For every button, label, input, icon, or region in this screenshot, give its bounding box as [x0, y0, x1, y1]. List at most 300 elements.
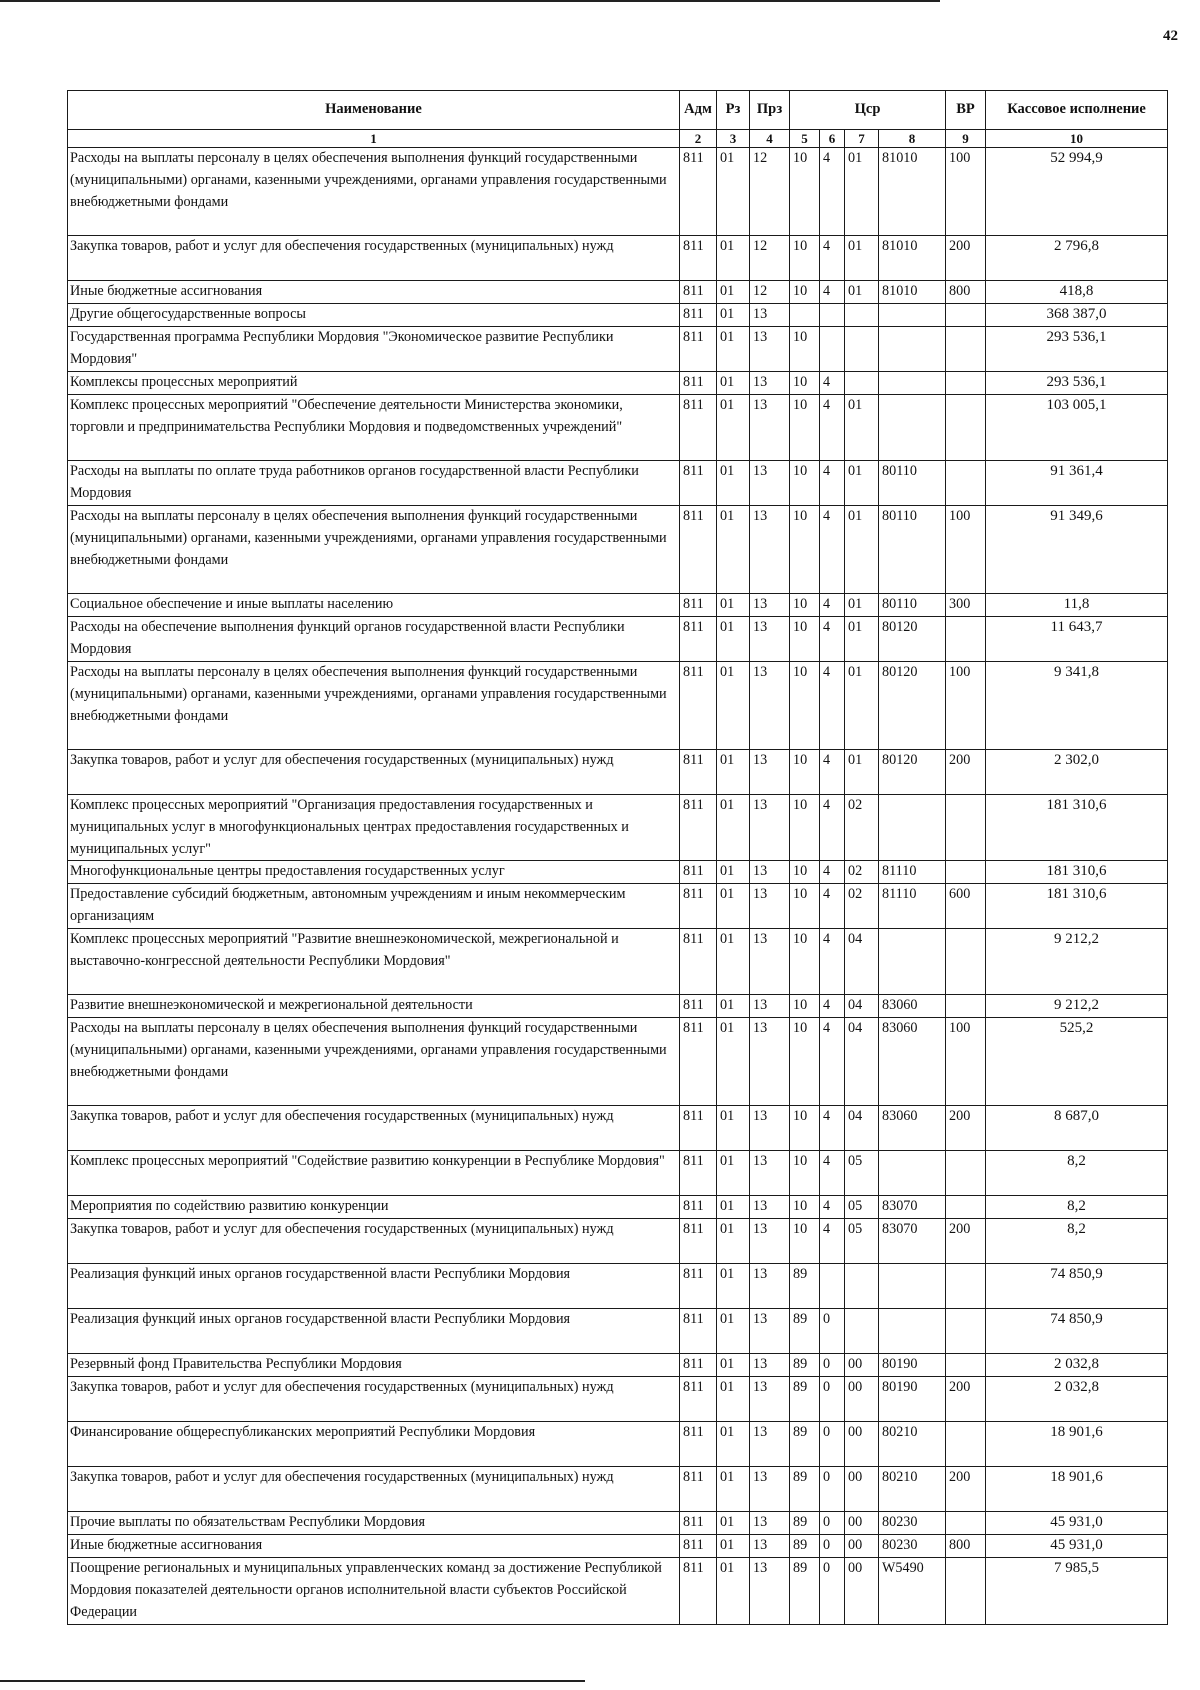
row-vr: [946, 461, 986, 506]
row-name: Расходы на выплаты персоналу в целях обеспечения выполнения функций государственными (муниципальными) органами, казенными учреждениями, органами управления государственными внебюджетными фондами: [68, 148, 680, 236]
row-csr-program: 10: [790, 995, 820, 1018]
row-adm: 811: [680, 236, 717, 281]
column-number-row: [68, 130, 1168, 148]
row-vr: 200: [946, 1106, 986, 1151]
row-rz: 01: [717, 304, 750, 327]
row-csr-type: 0: [820, 1535, 845, 1558]
row-amount: 525,2: [986, 1018, 1168, 1106]
row-prz: 13: [750, 1422, 790, 1467]
row-rz: 01: [717, 1018, 750, 1106]
row-name: Предоставление субсидий бюджетным, автономным учреждениям и иным некоммерческим организациям: [68, 884, 680, 929]
column-number: 4: [750, 130, 790, 148]
table-row: [68, 1422, 1168, 1467]
row-name: Многофункциональные центры предоставления государственных услуг: [68, 861, 680, 884]
row-csr-direction: 80120: [879, 662, 946, 750]
row-rz: 01: [717, 1219, 750, 1264]
row-prz: 13: [750, 1512, 790, 1535]
row-amount: 11,8: [986, 594, 1168, 617]
row-vr: 200: [946, 1377, 986, 1422]
row-csr-program: 10: [790, 461, 820, 506]
row-rz: 01: [717, 1309, 750, 1354]
row-amount: 18 901,6: [986, 1422, 1168, 1467]
row-amount: 11 643,7: [986, 617, 1168, 662]
row-csr-direction: [879, 795, 946, 861]
table-row: [68, 617, 1168, 662]
table-row: [68, 506, 1168, 594]
row-csr-structure: 00: [845, 1467, 879, 1512]
row-amount: 52 994,9: [986, 148, 1168, 236]
table-row: [68, 1354, 1168, 1377]
row-prz: 13: [750, 1467, 790, 1512]
header-vr: ВР: [946, 91, 986, 130]
row-csr-type: 4: [820, 1219, 845, 1264]
row-name: Комплекс процессных мероприятий "Содействие развитию конкуренции в Республике Мордовия": [68, 1151, 680, 1196]
row-rz: 01: [717, 1377, 750, 1422]
header-name: Наименование: [68, 91, 680, 130]
row-csr-direction: [879, 304, 946, 327]
row-vr: [946, 1422, 986, 1467]
table-row: [68, 148, 1168, 236]
row-rz: 01: [717, 795, 750, 861]
row-name: Расходы на выплаты персоналу в целях обеспечения выполнения функций государственными (муниципальными) органами, казенными учреждениями, органами управления государственными внебюджетными фондами: [68, 662, 680, 750]
row-csr-direction: [879, 327, 946, 372]
row-rz: 01: [717, 506, 750, 594]
row-adm: 811: [680, 372, 717, 395]
row-csr-direction: 83060: [879, 995, 946, 1018]
row-vr: 200: [946, 1219, 986, 1264]
row-csr-type: 4: [820, 662, 845, 750]
row-name: Резервный фонд Правительства Республики Мордовия: [68, 1354, 680, 1377]
row-amount: 91 349,6: [986, 506, 1168, 594]
row-csr-program: 89: [790, 1422, 820, 1467]
row-csr-type: 4: [820, 1151, 845, 1196]
row-csr-program: 10: [790, 929, 820, 995]
row-name: Финансирование общереспубликанских мероприятий Республики Мордовия: [68, 1422, 680, 1467]
row-prz: 13: [750, 1264, 790, 1309]
row-csr-structure: [845, 372, 879, 395]
row-csr-structure: [845, 1309, 879, 1354]
row-prz: 13: [750, 750, 790, 795]
row-rz: 01: [717, 929, 750, 995]
row-rz: 01: [717, 1264, 750, 1309]
row-rz: 01: [717, 1467, 750, 1512]
row-csr-direction: 80110: [879, 506, 946, 594]
column-number: 6: [820, 130, 845, 148]
row-csr-program: 89: [790, 1512, 820, 1535]
row-vr: [946, 795, 986, 861]
column-number: 3: [717, 130, 750, 148]
row-csr-type: 4: [820, 884, 845, 929]
row-csr-direction: 80120: [879, 750, 946, 795]
row-rz: 01: [717, 281, 750, 304]
row-name: Государственная программа Республики Мордовия "Экономическое развитие Республики Мордовия": [68, 327, 680, 372]
row-prz: 13: [750, 662, 790, 750]
row-csr-type: [820, 1264, 845, 1309]
row-csr-type: 4: [820, 281, 845, 304]
top-scan-edge: [0, 0, 940, 2]
row-csr-program: 10: [790, 662, 820, 750]
row-csr-structure: 00: [845, 1354, 879, 1377]
table-row: [68, 1219, 1168, 1264]
row-csr-structure: 05: [845, 1151, 879, 1196]
row-adm: 811: [680, 148, 717, 236]
column-number: 7: [845, 130, 879, 148]
table-row: [68, 1377, 1168, 1422]
row-adm: 811: [680, 884, 717, 929]
table-row: [68, 1309, 1168, 1354]
row-adm: 811: [680, 1467, 717, 1512]
row-amount: 8,2: [986, 1151, 1168, 1196]
row-csr-type: 4: [820, 594, 845, 617]
table-row: [68, 281, 1168, 304]
row-adm: 811: [680, 1558, 717, 1624]
row-vr: 800: [946, 1535, 986, 1558]
row-csr-type: [820, 327, 845, 372]
page-number: 42: [1163, 28, 1178, 44]
row-name: Закупка товаров, работ и услуг для обеспечения государственных (муниципальных) нужд: [68, 236, 680, 281]
row-rz: 01: [717, 236, 750, 281]
row-csr-structure: 02: [845, 884, 879, 929]
row-csr-program: 89: [790, 1558, 820, 1624]
row-csr-type: 0: [820, 1467, 845, 1512]
row-rz: 01: [717, 461, 750, 506]
row-csr-structure: 02: [845, 795, 879, 861]
row-vr: [946, 929, 986, 995]
row-csr-type: 0: [820, 1377, 845, 1422]
table-header: [68, 91, 1168, 148]
header-amount: Кассовое исполнение: [986, 91, 1168, 130]
row-csr-direction: 80190: [879, 1377, 946, 1422]
row-csr-type: 4: [820, 795, 845, 861]
row-csr-direction: 81010: [879, 236, 946, 281]
row-csr-structure: 01: [845, 236, 879, 281]
row-csr-type: 4: [820, 995, 845, 1018]
table-row: [68, 1018, 1168, 1106]
row-name: Расходы на выплаты персоналу в целях обеспечения выполнения функций государственными (муниципальными) органами, казенными учреждениями, органами управления государственными внебюджетными фондами: [68, 1018, 680, 1106]
row-vr: [946, 995, 986, 1018]
row-amount: 2 302,0: [986, 750, 1168, 795]
row-vr: 100: [946, 1018, 986, 1106]
row-name: Расходы на выплаты персоналу в целях обеспечения выполнения функций государственными (муниципальными) органами, казенными учреждениями, органами управления государственными внебюджетными фондами: [68, 506, 680, 594]
row-adm: 811: [680, 1151, 717, 1196]
row-adm: 811: [680, 1219, 717, 1264]
table-row: [68, 1467, 1168, 1512]
row-prz: 12: [750, 148, 790, 236]
row-csr-type: 4: [820, 1018, 845, 1106]
row-name: Закупка товаров, работ и услуг для обеспечения государственных (муниципальных) нужд: [68, 750, 680, 795]
row-csr-program: 10: [790, 1219, 820, 1264]
row-rz: 01: [717, 372, 750, 395]
row-prz: 13: [750, 929, 790, 995]
table-row: [68, 1558, 1168, 1624]
row-rz: 01: [717, 1512, 750, 1535]
row-adm: 811: [680, 617, 717, 662]
row-csr-program: 10: [790, 395, 820, 461]
row-adm: 811: [680, 594, 717, 617]
row-adm: 811: [680, 1512, 717, 1535]
row-adm: 811: [680, 1535, 717, 1558]
row-csr-direction: 80230: [879, 1512, 946, 1535]
column-number: 2: [680, 130, 717, 148]
row-csr-direction: 80110: [879, 594, 946, 617]
row-adm: 811: [680, 461, 717, 506]
row-amount: 418,8: [986, 281, 1168, 304]
row-csr-program: 10: [790, 1106, 820, 1151]
row-csr-structure: 02: [845, 861, 879, 884]
row-csr-program: 10: [790, 281, 820, 304]
row-adm: 811: [680, 1264, 717, 1309]
row-csr-type: 0: [820, 1422, 845, 1467]
row-csr-direction: 81010: [879, 148, 946, 236]
row-amount: 8,2: [986, 1196, 1168, 1219]
row-rz: 01: [717, 1151, 750, 1196]
column-number: 8: [879, 130, 946, 148]
row-vr: 200: [946, 750, 986, 795]
row-name: Комплекс процессных мероприятий "Организация предоставления государственных и муниципальных услуг в многофункциональных центрах предоставления государственных и муниципальных услуг": [68, 795, 680, 861]
table-row: [68, 750, 1168, 795]
row-adm: 811: [680, 1377, 717, 1422]
row-amount: 2 032,8: [986, 1377, 1168, 1422]
row-rz: 01: [717, 1196, 750, 1219]
row-csr-structure: 00: [845, 1377, 879, 1422]
row-prz: 13: [750, 1106, 790, 1151]
row-prz: 13: [750, 617, 790, 662]
bottom-scan-edge: [0, 1680, 585, 1682]
row-csr-direction: 83060: [879, 1018, 946, 1106]
row-name: Закупка товаров, работ и услуг для обеспечения государственных (муниципальных) нужд: [68, 1467, 680, 1512]
row-adm: 811: [680, 506, 717, 594]
row-vr: 100: [946, 506, 986, 594]
row-vr: [946, 327, 986, 372]
row-csr-program: 10: [790, 506, 820, 594]
row-csr-structure: 00: [845, 1422, 879, 1467]
row-csr-direction: 80210: [879, 1467, 946, 1512]
row-csr-program: 89: [790, 1309, 820, 1354]
table-row: [68, 861, 1168, 884]
row-csr-program: [790, 304, 820, 327]
row-vr: [946, 1558, 986, 1624]
row-csr-structure: [845, 1264, 879, 1309]
row-vr: [946, 304, 986, 327]
row-prz: 12: [750, 281, 790, 304]
row-csr-structure: 00: [845, 1512, 879, 1535]
row-amount: 45 931,0: [986, 1535, 1168, 1558]
table-row: [68, 1106, 1168, 1151]
row-csr-program: 10: [790, 594, 820, 617]
row-vr: [946, 1196, 986, 1219]
row-csr-type: 4: [820, 750, 845, 795]
row-csr-direction: [879, 372, 946, 395]
row-vr: [946, 1512, 986, 1535]
row-name: Комплекс процессных мероприятий "Развитие внешнеэкономической, межрегиональной и выставочно-конгрессной деятельности Республики Мордовия": [68, 929, 680, 995]
row-csr-structure: 04: [845, 929, 879, 995]
header-prz: Прз: [750, 91, 790, 130]
row-csr-program: 10: [790, 861, 820, 884]
row-csr-structure: 05: [845, 1219, 879, 1264]
row-csr-type: 4: [820, 395, 845, 461]
row-amount: 2 796,8: [986, 236, 1168, 281]
row-adm: 811: [680, 861, 717, 884]
row-amount: 18 901,6: [986, 1467, 1168, 1512]
row-vr: [946, 372, 986, 395]
row-csr-structure: 05: [845, 1196, 879, 1219]
row-csr-structure: 01: [845, 594, 879, 617]
row-vr: [946, 395, 986, 461]
row-csr-structure: 00: [845, 1535, 879, 1558]
row-csr-structure: 01: [845, 461, 879, 506]
row-prz: 13: [750, 594, 790, 617]
row-prz: 13: [750, 995, 790, 1018]
row-csr-direction: [879, 929, 946, 995]
row-csr-direction: 80190: [879, 1354, 946, 1377]
table-row: [68, 1535, 1168, 1558]
row-adm: 811: [680, 750, 717, 795]
row-prz: 13: [750, 884, 790, 929]
row-adm: 811: [680, 995, 717, 1018]
row-rz: 01: [717, 995, 750, 1018]
row-amount: 8 687,0: [986, 1106, 1168, 1151]
row-rz: 01: [717, 617, 750, 662]
row-prz: 13: [750, 304, 790, 327]
row-prz: 13: [750, 1196, 790, 1219]
row-csr-direction: 81010: [879, 281, 946, 304]
row-rz: 01: [717, 1535, 750, 1558]
row-name: Иные бюджетные ассигнования: [68, 1535, 680, 1558]
row-prz: 13: [750, 861, 790, 884]
row-csr-direction: 83060: [879, 1106, 946, 1151]
row-prz: 13: [750, 1219, 790, 1264]
row-adm: 811: [680, 1018, 717, 1106]
row-csr-structure: 01: [845, 395, 879, 461]
row-amount: 293 536,1: [986, 327, 1168, 372]
column-number: 10: [986, 130, 1168, 148]
row-csr-direction: 80120: [879, 617, 946, 662]
row-name: Комплексы процессных мероприятий: [68, 372, 680, 395]
row-name: Закупка товаров, работ и услуг для обеспечения государственных (муниципальных) нужд: [68, 1106, 680, 1151]
budget-table-sheet: [67, 90, 1167, 1625]
row-csr-structure: 01: [845, 281, 879, 304]
row-csr-direction: 80110: [879, 461, 946, 506]
row-csr-type: 4: [820, 236, 845, 281]
row-vr: [946, 1151, 986, 1196]
row-prz: 12: [750, 236, 790, 281]
row-rz: 01: [717, 148, 750, 236]
row-csr-program: 10: [790, 148, 820, 236]
row-csr-type: 4: [820, 506, 845, 594]
row-csr-program: 10: [790, 372, 820, 395]
table-row: [68, 304, 1168, 327]
row-name: Расходы на выплаты по оплате труда работников органов государственной власти Республики Мордовия: [68, 461, 680, 506]
row-adm: 811: [680, 1354, 717, 1377]
row-vr: [946, 1354, 986, 1377]
row-amount: 103 005,1: [986, 395, 1168, 461]
row-adm: 811: [680, 1422, 717, 1467]
row-csr-type: 4: [820, 148, 845, 236]
row-csr-program: 10: [790, 750, 820, 795]
row-prz: 13: [750, 1309, 790, 1354]
row-prz: 13: [750, 461, 790, 506]
table-row: [68, 795, 1168, 861]
row-rz: 01: [717, 327, 750, 372]
row-csr-direction: [879, 395, 946, 461]
row-name: Иные бюджетные ассигнования: [68, 281, 680, 304]
row-csr-type: 4: [820, 461, 845, 506]
table-row: [68, 1151, 1168, 1196]
row-csr-direction: [879, 1264, 946, 1309]
table-row: [68, 884, 1168, 929]
table-row: [68, 1196, 1168, 1219]
row-vr: 200: [946, 236, 986, 281]
row-csr-program: 10: [790, 327, 820, 372]
table-row: [68, 1512, 1168, 1535]
row-csr-program: 10: [790, 236, 820, 281]
row-vr: 200: [946, 1467, 986, 1512]
row-amount: 9 212,2: [986, 929, 1168, 995]
column-number: 5: [790, 130, 820, 148]
row-prz: 13: [750, 1018, 790, 1106]
row-name: Закупка товаров, работ и услуг для обеспечения государственных (муниципальных) нужд: [68, 1377, 680, 1422]
row-csr-structure: [845, 304, 879, 327]
row-name: Мероприятия по содействию развитию конкуренции: [68, 1196, 680, 1219]
row-amount: 181 310,6: [986, 795, 1168, 861]
table-row: [68, 929, 1168, 995]
row-amount: 74 850,9: [986, 1309, 1168, 1354]
table-row: [68, 995, 1168, 1018]
row-name: Прочие выплаты по обязательствам Республики Мордовия: [68, 1512, 680, 1535]
row-vr: 600: [946, 884, 986, 929]
table-row: [68, 594, 1168, 617]
row-prz: 13: [750, 795, 790, 861]
row-adm: 811: [680, 1309, 717, 1354]
table-row: [68, 1264, 1168, 1309]
row-csr-structure: 01: [845, 662, 879, 750]
row-name: Поощрение региональных и муниципальных управленческих команд за достижение Республикой Мордовия показателей деятельности органов исполнительной власти субъектов Российской Федерации: [68, 1558, 680, 1624]
row-prz: 13: [750, 1535, 790, 1558]
header-adm: Адм: [680, 91, 717, 130]
row-csr-structure: 04: [845, 1018, 879, 1106]
row-csr-structure: 04: [845, 995, 879, 1018]
row-prz: 13: [750, 327, 790, 372]
table-row: [68, 372, 1168, 395]
row-rz: 01: [717, 662, 750, 750]
row-prz: 13: [750, 1151, 790, 1196]
row-csr-type: 4: [820, 1106, 845, 1151]
row-csr-program: 10: [790, 795, 820, 861]
row-csr-program: 10: [790, 617, 820, 662]
row-csr-type: 0: [820, 1309, 845, 1354]
row-csr-structure: 01: [845, 506, 879, 594]
row-amount: 181 310,6: [986, 861, 1168, 884]
row-name: Закупка товаров, работ и услуг для обеспечения государственных (муниципальных) нужд: [68, 1219, 680, 1264]
row-csr-type: 0: [820, 1354, 845, 1377]
row-adm: 811: [680, 795, 717, 861]
row-adm: 811: [680, 395, 717, 461]
row-name: Комплекс процессных мероприятий "Обеспечение деятельности Министерства экономики, торговли и предпринимательства Республики Мордовия и подведомственных учреждений": [68, 395, 680, 461]
row-csr-program: 10: [790, 1018, 820, 1106]
row-name: Реализация функций иных органов государственной власти Республики Мордовия: [68, 1309, 680, 1354]
row-csr-type: 4: [820, 372, 845, 395]
table-row: [68, 461, 1168, 506]
table-row: [68, 662, 1168, 750]
row-name: Социальное обеспечение и иные выплаты населению: [68, 594, 680, 617]
row-name: Развитие внешнеэкономической и межрегиональной деятельности: [68, 995, 680, 1018]
header-rz: Рз: [717, 91, 750, 130]
row-prz: 13: [750, 372, 790, 395]
row-csr-program: 89: [790, 1377, 820, 1422]
row-prz: 13: [750, 506, 790, 594]
row-csr-type: 0: [820, 1512, 845, 1535]
row-csr-direction: 81110: [879, 884, 946, 929]
